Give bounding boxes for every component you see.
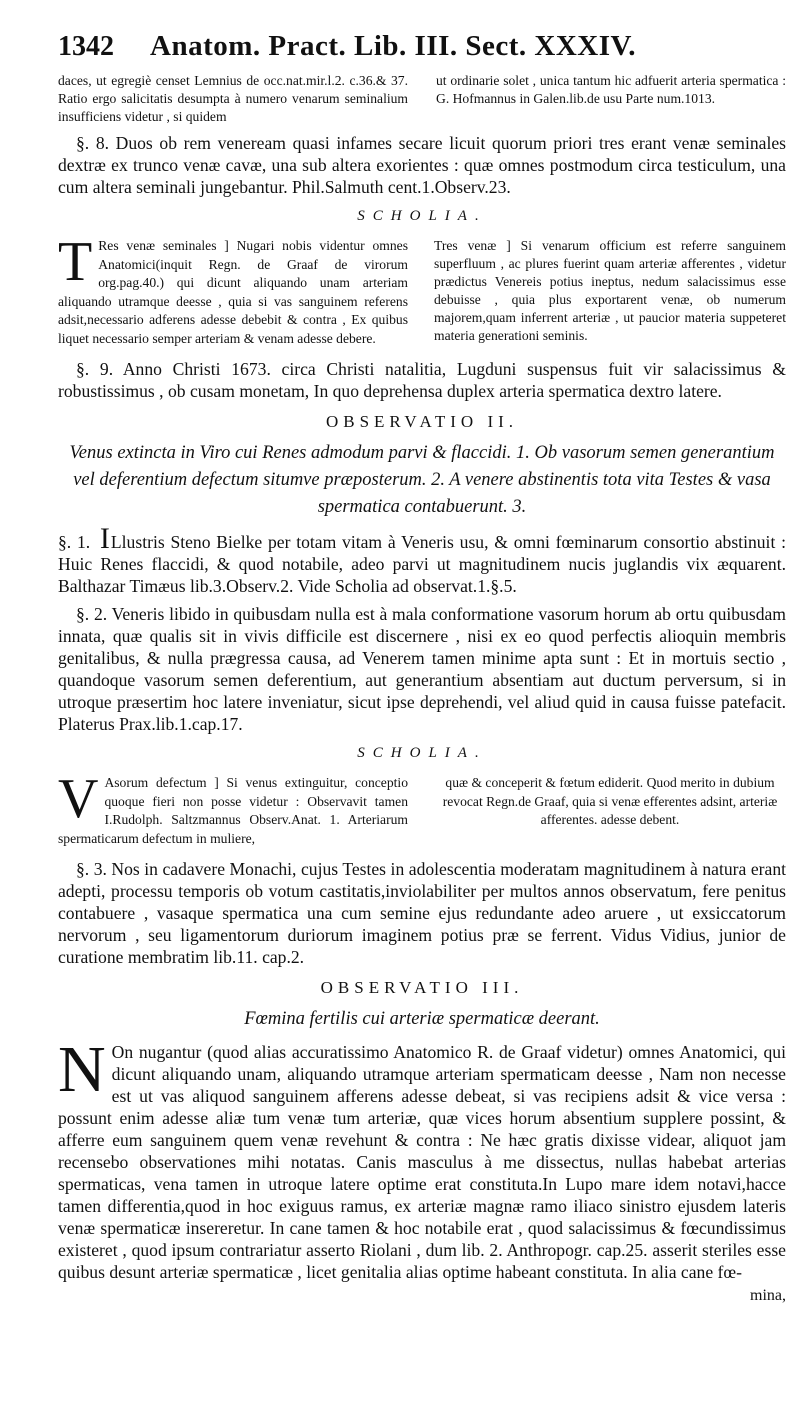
- scholia-2: [58, 768, 786, 848]
- scholia-1-left-text: Res venæ seminales ] Nugari nobis videntur omnes Anatomici(inquit Regn. de Graaf de virorum org.pag.40.) qui dicunt aliquando unam arteriam aliquando utramque deesse , quia si vas sanguinem referens adsit,necessario adferens adesse debebit & contra , Ex quibus liquet necessario semper arteriam & venam adesse debere.: [58, 238, 408, 346]
- top-right-column: ut ordinarie solet , unica tantum hic adfuerit arteria spermatica : G. Hofmannus in Galen.lib.de usu Parte num.1013.: [436, 73, 786, 106]
- observatio-3-heading: OBSERVATIO III.: [320, 978, 524, 997]
- page: [58, 30, 786, 1305]
- scholia-1-right: Tres venæ ] Si venarum officium est referre sanguinem superfluum , ac plures fuerint quam arteriæ afferentes , videtur prædictus Venereis potius ineptus, nedum salacissimus esse debuisse , quia plus exportarent venæ, ob numerum majorem,quam inferrent arteriæ , ut paucior materia suppeteret materia generationi seminis.: [434, 238, 786, 343]
- scholia-1: [58, 231, 786, 348]
- dropcap-i: I: [99, 522, 110, 555]
- observatio-3-title: Fœmina fertilis cui arteriæ spermaticæ deerant.: [244, 1009, 600, 1029]
- observatio-2-heading: OBSERVATIO II.: [325, 412, 519, 431]
- dropcap-n: N: [58, 1033, 106, 1106]
- running-title: Anatom. Pract. Lib. III. Sect. XXXIV.: [150, 30, 636, 62]
- section-number: §. 1.: [58, 532, 91, 552]
- obs2-section-1: [58, 522, 786, 597]
- dropcap-t: T: [58, 231, 93, 293]
- dropcap-v: V: [58, 768, 99, 830]
- observatio-2-title: Venus extincta in Viro cui Renes admodum parvi & flaccidi. 1. Ob vasorum semen generantium vel deferentium defectum situmve præposterum. 2. A venere abstinentis tota vita Testes & vasa spermatica contabuerunt. 3.: [69, 443, 775, 517]
- obs3-paragraph-text: On nugantur (quod alias accuratissimo Anatomico R. de Graaf videtur) omnes Anatomici, qui dicunt aliquando unam, aliquando utramque arteriam spermaticam deesse , Nam non necesse est ut vas aliquod sanguinem afferens adesse debeat, si vas recipiens adsit & vice versa : possunt enim adesse aliæ tum venæ tum arteriæ, quæ vices horum absentium supplere possint, & afferre eum sanguinem quem venæ revehunt & contra : Ne hæc gratis dixisse videar, aliquot jam recensebo observationes mihi notatas. Canis masculus à me dissectus, nullas habebat arterias spermaticas, vena tamen in utroque latere optime erat constituta.In Lupo mare idem notavi,hacce tamen differentia,quod in hoc exiguus ramus, ex arteriæ magnæ ramo iliaco sinistro ejusdem lateris venæ spermaticæ insereretur. In cane tamen & hoc notabile erat , quod salacissimus & fœcundissimus existeret , quod ipsum contrariatur asserto Riolani , dum lib. 2. Anthropogr. cap.25. asserit steriles esse quibus desunt arteriæ spermaticæ , licet genitalia alias optime habeant constituta. In alia cane fœ-: [58, 1042, 786, 1282]
- scholia-2-left: [58, 768, 408, 848]
- catchword: mina,: [750, 1287, 786, 1304]
- obs2-section-1-text: Llustris Steno Bielke per totam vitam à Veneris usu, & omni fœminarum consortio abstinuit : Huic Renes flaccidi, & quod notabile, adeo parvi ut magnitudinem nucis juglandis vix æquarent. Balthazar Timæus lib.3.Observ.2. Vide Scholia ad observat.1.§.5.: [58, 532, 786, 596]
- obs2-section-3: §. 3. Nos in cadavere Monachi, cujus Testes in adolescentia moderatam magnitudinem à natura erant adepti, processu temporis ob votum castitatis,inviolabiliter per multos annos observatum, fere penitus contabuere , vasaque spermatica una cum semine ejus redundante adeo aruere , ut exsiccatorum nervorum , seu ligamentorum duriorum imaginem potius præ se ferrent. Vidus Vidius, junior de curatione membratim lib.11. cap.2.: [58, 859, 786, 967]
- scholia-2-left-text: Asorum defectum ] Si venus extinguitur, conceptio quoque fieri non posse videtur : Observavit tamen I.Rudolph. Saltzmannus Observ.Anat. 1. Arteriarum spermaticarum defectum in muliere,: [58, 775, 408, 846]
- scholia-2-right: quæ & conceperit & fœtum ediderit. Quod merito in dubium revocat Regn.de Graaf, quia si venæ efferentes adsint, arteriæ afferentes. adesse debent.: [442, 775, 778, 827]
- scholia-heading-2: SCHOLIA.: [357, 745, 487, 761]
- top-columns: [58, 72, 786, 126]
- scholia-heading-1: SCHOLIA.: [357, 208, 487, 224]
- paragraph-8: §. 8. Duos ob rem veneream quasi infames secare licuit quorum priori tres erant venæ seminales dextræ ex trunco venæ cavæ, una sub altera exorientes : quæ omnes postmodum circa testiculum, una cum altera seminali jungebantur. Phil.Salmuth cent.1.Observ.23.: [58, 133, 786, 197]
- obs3-paragraph: [58, 1033, 786, 1283]
- top-left-column: daces, ut egregiè censet Lemnius de occ.nat.mir.l.2. c.36.& 37. Ratio ergo salicitatis desumpta à numero venarum seminalium insufficiens videtur , si quidem: [58, 73, 408, 124]
- scholia-1-left: [58, 231, 408, 348]
- running-header: [58, 30, 786, 72]
- paragraph-9: §. 9. Anno Christi 1673. circa Christi natalitia, Lugduni suspensus fuit vir salacissimus & robustissimus , ob cusam monetam, In quo deprehensa duplex arteria spermatica dextro latere.: [58, 359, 786, 401]
- obs2-section-2: §. 2. Veneris libido in quibusdam nulla est à mala conformatione vasorum horum ab ortu quibusdam innata, quæ qualis sit in vivis difficile est discernere , nisi ex eo quod perfectis alioquin membris genitalibus, & nulla prægressa causa, ad Venerem tamen minime apta sunt : Et in mortuis sectio , quandoque vasorum semen deferentium, aut generantium absentiam aut ductum perversum, si in utroque præsertim hoc latere inveniatur, sicut ipse deprehendi, vel aliud quid in causa fuisse patefacit. Platerus Prax.lib.1.cap.17.: [58, 604, 786, 734]
- page-number: 1342: [58, 31, 114, 62]
